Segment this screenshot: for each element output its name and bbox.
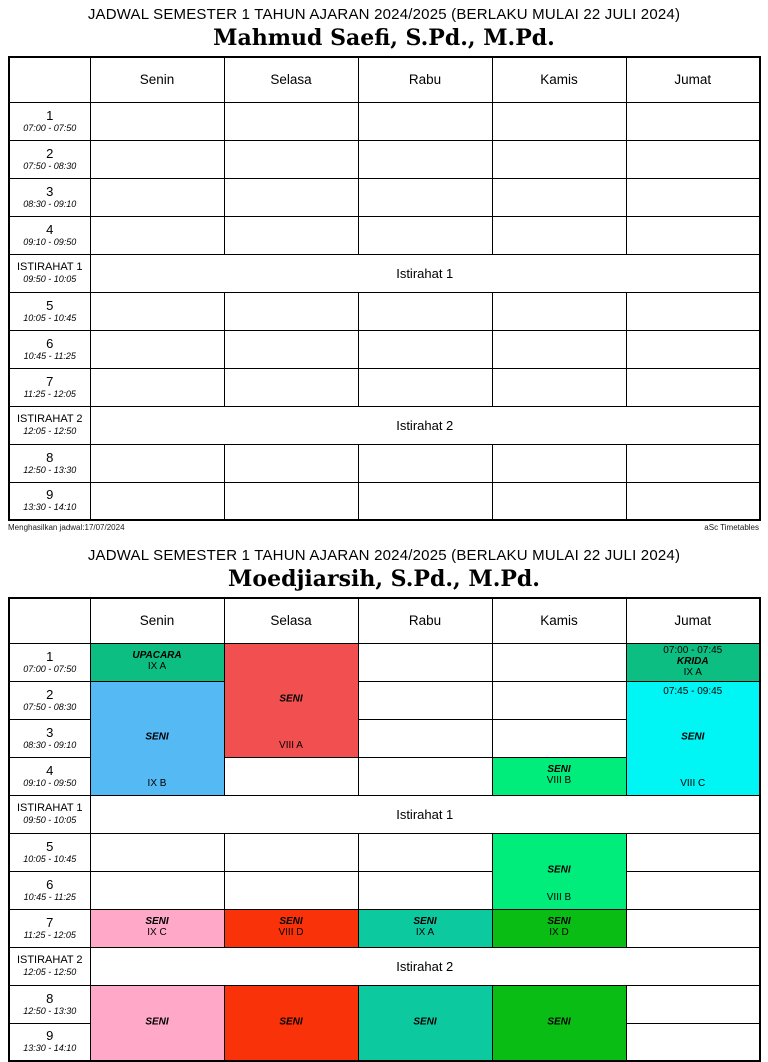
- lesson-cell: [224, 643, 358, 757]
- break-cell: Istirahat 2: [90, 947, 760, 985]
- empty-cell: [224, 292, 358, 330]
- period-time: 12:05 - 12:50: [23, 967, 77, 977]
- period-label: 8: [46, 990, 54, 1006]
- period-label: 1: [46, 648, 54, 664]
- subject-label: SENI: [547, 1016, 571, 1028]
- period-row: [9, 482, 760, 520]
- lesson-time: 07:00 - 07:45: [663, 644, 723, 656]
- empty-cell: [358, 643, 492, 681]
- empty-cell: [492, 140, 626, 178]
- empty-cell: [626, 833, 760, 871]
- day-header-row: [9, 598, 760, 643]
- subject-label: SENI: [279, 693, 303, 705]
- period-time: 12:50 - 13:30: [23, 1005, 77, 1016]
- subject-label: KRIDA: [676, 655, 709, 667]
- empty-cell: [492, 368, 626, 406]
- period-time: 07:00 - 07:50: [23, 663, 77, 674]
- period-label-cell: [9, 292, 90, 330]
- subject-label: SENI: [547, 864, 571, 876]
- empty-cell: [224, 216, 358, 254]
- lesson-cell: [90, 985, 224, 1061]
- subject-label: SENI: [547, 916, 571, 927]
- period-time: 10:45 - 11:25: [23, 350, 76, 361]
- class-label: IX D: [549, 927, 569, 938]
- class-label: IX A: [683, 666, 702, 678]
- empty-cell: [358, 330, 492, 368]
- period-label-cell: [9, 871, 90, 909]
- lesson-cell: [358, 909, 492, 947]
- subject-label: SENI: [145, 916, 169, 927]
- empty-cell: [626, 102, 760, 140]
- empty-cell: [626, 292, 760, 330]
- empty-cell: [224, 330, 358, 368]
- generated-date-note: Menghasilkan jadwal:17/07/2024: [8, 523, 125, 532]
- period-label: 3: [46, 183, 54, 199]
- period-label: 6: [46, 335, 54, 351]
- empty-cell: [626, 909, 760, 947]
- period-label: 9: [46, 487, 54, 503]
- period-label-cell: [9, 719, 90, 757]
- period-time: 10:05 - 10:45: [23, 312, 77, 323]
- period-row: [9, 985, 760, 1023]
- empty-cell: [626, 140, 760, 178]
- class-label: VIII C: [680, 777, 706, 789]
- subject-label: SENI: [547, 764, 571, 775]
- day-header: Selasa: [224, 57, 358, 102]
- corner-cell: [9, 598, 90, 643]
- period-label: 9: [46, 1028, 54, 1044]
- empty-cell: [626, 482, 760, 520]
- period-label: 7: [46, 373, 54, 389]
- period-label-cell: [9, 985, 90, 1023]
- empty-cell: [90, 444, 224, 482]
- subject-label: SENI: [279, 1016, 303, 1028]
- period-label-cell: [9, 368, 90, 406]
- break-cell: Istirahat 1: [90, 254, 760, 292]
- period-time: 07:00 - 07:50: [23, 122, 77, 133]
- subject-label: SENI: [145, 1016, 169, 1028]
- period-row: [9, 216, 760, 254]
- lesson-cell: [358, 985, 492, 1061]
- empty-cell: [626, 178, 760, 216]
- empty-cell: [492, 681, 626, 719]
- period-time: 08:30 - 09:10: [23, 739, 77, 750]
- empty-cell: [492, 178, 626, 216]
- empty-cell: [358, 292, 492, 330]
- day-header: Jumat: [626, 57, 760, 102]
- period-label-cell: [9, 140, 90, 178]
- empty-cell: [358, 757, 492, 795]
- period-label-cell: [9, 482, 90, 520]
- schedule-title: JADWAL SEMESTER 1 TAHUN AJARAN 2024/2025 (BERLAKU MULAI 22 JULI 2024): [87, 547, 681, 564]
- lesson-cell: [626, 643, 760, 681]
- empty-cell: [224, 368, 358, 406]
- period-time: 09:10 - 09:50: [23, 777, 77, 788]
- period-time: 10:45 - 11:25: [23, 891, 76, 902]
- class-label: VIII B: [546, 891, 572, 903]
- day-header: Kamis: [492, 598, 626, 643]
- empty-cell: [358, 102, 492, 140]
- day-header: Senin: [90, 57, 224, 102]
- class-label: VIII D: [278, 927, 304, 938]
- period-label-cell: [9, 757, 90, 795]
- empty-cell: [358, 871, 492, 909]
- empty-cell: [224, 178, 358, 216]
- period-time: 13:30 - 14:10: [23, 1043, 77, 1054]
- empty-cell: [90, 482, 224, 520]
- period-row: [9, 681, 760, 719]
- period-row: [9, 330, 760, 368]
- break-row: [9, 795, 760, 833]
- timetable: [8, 56, 761, 521]
- period-label-cell: [9, 681, 90, 719]
- period-label-cell: [9, 909, 90, 947]
- period-time: 07:50 - 08:30: [23, 160, 77, 171]
- period-row: [9, 833, 760, 871]
- empty-cell: [626, 330, 760, 368]
- period-label: 6: [46, 876, 54, 892]
- empty-cell: [90, 292, 224, 330]
- subject-label: SENI: [413, 916, 437, 927]
- empty-cell: [358, 216, 492, 254]
- class-label: IX B: [147, 777, 167, 789]
- break-row: [9, 947, 760, 985]
- period-time: 09:50 - 10:05: [23, 815, 77, 825]
- period-label-cell: [9, 254, 90, 292]
- period-label-cell: [9, 330, 90, 368]
- period-label-cell: [9, 1023, 90, 1061]
- empty-cell: [358, 833, 492, 871]
- teacher-name: Mahmud Saefi, S.Pd., M.Pd.: [213, 25, 555, 51]
- empty-cell: [492, 330, 626, 368]
- empty-cell: [224, 482, 358, 520]
- period-row: [9, 140, 760, 178]
- period-row: [9, 444, 760, 482]
- break-row: [9, 406, 760, 444]
- empty-cell: [492, 719, 626, 757]
- lesson-cell: [492, 909, 626, 947]
- empty-cell: [224, 871, 358, 909]
- period-time: 10:05 - 10:45: [23, 853, 77, 864]
- period-label: 1: [46, 107, 54, 123]
- empty-cell: [90, 833, 224, 871]
- empty-cell: [492, 102, 626, 140]
- class-label: VIII A: [279, 739, 303, 751]
- corner-cell: [9, 57, 90, 102]
- period-time: 09:50 - 10:05: [23, 274, 77, 284]
- day-header: Selasa: [224, 598, 358, 643]
- empty-cell: [626, 871, 760, 909]
- period-row: [9, 178, 760, 216]
- lesson-cell: [224, 985, 358, 1061]
- period-label-cell: [9, 833, 90, 871]
- period-row: [9, 871, 760, 909]
- empty-cell: [492, 643, 626, 681]
- empty-cell: [224, 444, 358, 482]
- period-label: ISTIRAHAT 2: [16, 954, 83, 966]
- period-row: [9, 102, 760, 140]
- timetable: [8, 597, 761, 1062]
- lesson-cell: [90, 643, 224, 681]
- empty-cell: [626, 1023, 760, 1061]
- lesson-cell: [492, 757, 626, 795]
- period-time: 09:10 - 09:50: [23, 236, 77, 247]
- empty-cell: [90, 216, 224, 254]
- period-row: [9, 292, 760, 330]
- period-label-cell: [9, 444, 90, 482]
- class-label: IX A: [147, 661, 167, 672]
- empty-cell: [90, 330, 224, 368]
- empty-cell: [492, 292, 626, 330]
- subject-label: SENI: [681, 731, 705, 743]
- empty-cell: [492, 216, 626, 254]
- day-header: Kamis: [492, 57, 626, 102]
- period-label: ISTIRAHAT 1: [16, 261, 83, 273]
- period-label-cell: [9, 947, 90, 985]
- lesson-cell: [492, 985, 626, 1061]
- subject-label: SENI: [413, 1016, 437, 1028]
- empty-cell: [492, 482, 626, 520]
- empty-cell: [90, 368, 224, 406]
- schedule-title: JADWAL SEMESTER 1 TAHUN AJARAN 2024/2025 (BERLAKU MULAI 22 JULI 2024): [87, 6, 681, 23]
- empty-cell: [626, 368, 760, 406]
- subject-label: UPACARA: [132, 650, 182, 661]
- period-label: 4: [46, 762, 54, 778]
- empty-cell: [626, 985, 760, 1023]
- empty-cell: [358, 178, 492, 216]
- period-label: 4: [46, 221, 54, 237]
- period-label-cell: [9, 643, 90, 681]
- lesson-cell: [90, 909, 224, 947]
- empty-cell: [358, 482, 492, 520]
- empty-cell: [90, 102, 224, 140]
- empty-cell: [224, 757, 358, 795]
- period-label-cell: [9, 795, 90, 833]
- period-row: [9, 368, 760, 406]
- empty-cell: [492, 444, 626, 482]
- break-row: [9, 254, 760, 292]
- period-time: 07:50 - 08:30: [23, 701, 77, 712]
- empty-cell: [358, 368, 492, 406]
- period-label-cell: [9, 216, 90, 254]
- break-cell: Istirahat 1: [90, 795, 760, 833]
- period-time: 08:30 - 09:10: [23, 198, 77, 209]
- period-label-cell: [9, 102, 90, 140]
- break-cell: Istirahat 2: [90, 406, 760, 444]
- empty-cell: [626, 444, 760, 482]
- day-header: Rabu: [358, 57, 492, 102]
- period-time: 11:25 - 12:05: [23, 929, 76, 940]
- period-row: [9, 909, 760, 947]
- asc-timetables-credit: aSc Timetables: [704, 523, 759, 532]
- day-header: Senin: [90, 598, 224, 643]
- period-time: 11:25 - 12:05: [23, 388, 76, 399]
- empty-cell: [224, 102, 358, 140]
- teacher-name: Moedjiarsih, S.Pd., M.Pd.: [228, 566, 540, 592]
- empty-cell: [224, 833, 358, 871]
- empty-cell: [358, 140, 492, 178]
- period-label: ISTIRAHAT 2: [16, 413, 83, 425]
- period-label: 2: [46, 686, 54, 702]
- empty-cell: [358, 444, 492, 482]
- period-label: 5: [46, 297, 54, 313]
- subject-label: SENI: [145, 731, 169, 743]
- class-label: VIII B: [546, 775, 572, 786]
- period-time: 12:05 - 12:50: [23, 426, 77, 436]
- period-label: 5: [46, 838, 54, 854]
- empty-cell: [224, 140, 358, 178]
- period-label: 2: [46, 145, 54, 161]
- empty-cell: [626, 216, 760, 254]
- schedule-section-2: [0, 547, 768, 1062]
- empty-cell: [90, 871, 224, 909]
- period-time: 13:30 - 14:10: [23, 502, 77, 513]
- empty-cell: [90, 178, 224, 216]
- lesson-cell: [626, 681, 760, 795]
- day-header: Jumat: [626, 598, 760, 643]
- class-label: IX C: [147, 927, 167, 938]
- empty-cell: [358, 681, 492, 719]
- period-label: 7: [46, 914, 54, 930]
- day-header-row: [9, 57, 760, 102]
- period-time: 12:50 - 13:30: [23, 464, 77, 475]
- lesson-cell: [224, 909, 358, 947]
- period-label-cell: [9, 406, 90, 444]
- period-label-cell: [9, 178, 90, 216]
- lesson-cell: [90, 681, 224, 795]
- subject-label: SENI: [279, 916, 303, 927]
- lesson-cell: [492, 833, 626, 909]
- empty-cell: [358, 719, 492, 757]
- period-label: 3: [46, 724, 54, 740]
- period-label: ISTIRAHAT 1: [16, 802, 83, 814]
- day-header: Rabu: [358, 598, 492, 643]
- lesson-time: 07:45 - 09:45: [663, 685, 723, 697]
- period-row: [9, 643, 760, 681]
- class-label: IX A: [415, 927, 435, 938]
- table-footer: [8, 523, 759, 533]
- empty-cell: [90, 140, 224, 178]
- period-label: 8: [46, 449, 54, 465]
